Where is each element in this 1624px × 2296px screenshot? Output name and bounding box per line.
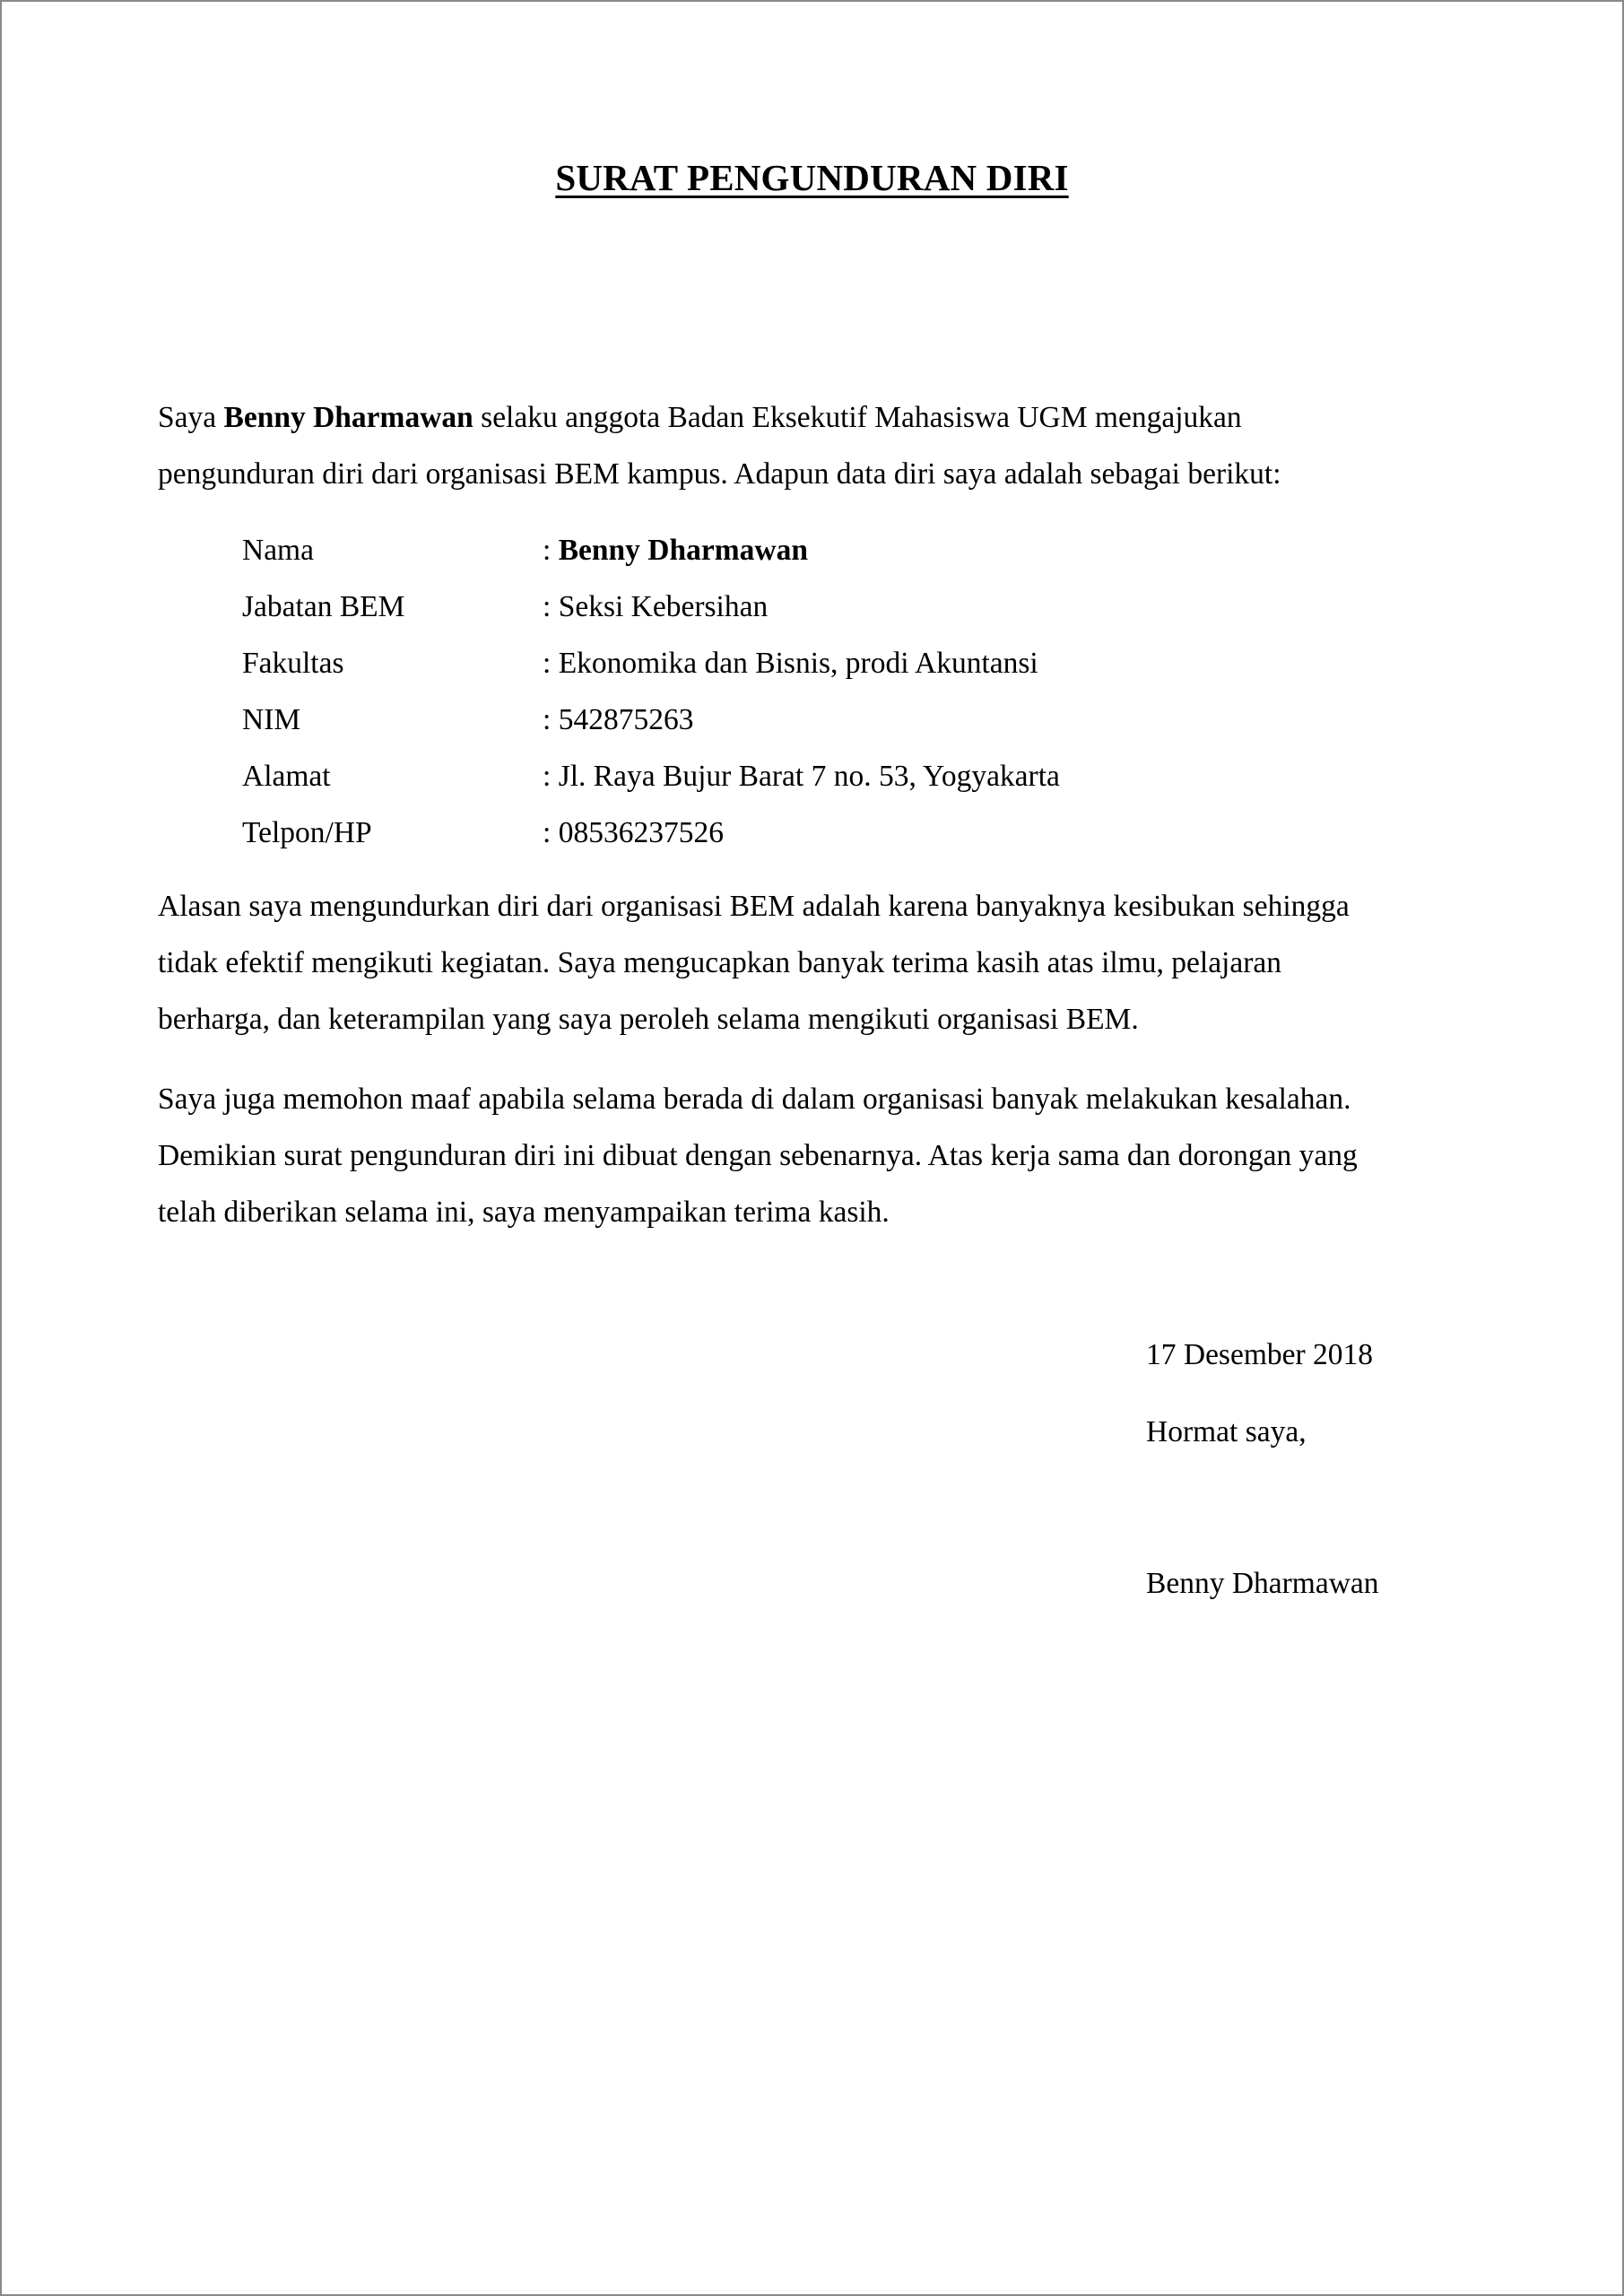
detail-value (543, 522, 808, 578)
detail-row-telpon (242, 804, 1060, 861)
detail-separator: : (543, 534, 559, 567)
closing-line: Demikian surat pengunduran diri ini dibuat dengan sebenarnya. Atas kerja sama dan dorongan yang (158, 1139, 1358, 1172)
detail-label: Alamat (242, 760, 331, 793)
detail-value (543, 804, 724, 861)
intro-paragraph (158, 389, 1503, 502)
detail-label: Telpon/HP (242, 816, 372, 849)
detail-label: Fakultas (242, 647, 344, 680)
personal-details (242, 522, 1060, 861)
reason-line: Alasan saya mengundurkan diri dari organisasi BEM adalah karena banyaknya kesibukan sehingga (158, 890, 1350, 923)
letter-title: SURAT PENGUNDURAN DIRI (555, 157, 1069, 198)
intro-prefix: Saya (158, 401, 224, 434)
signature-closing: Hormat saya, (1146, 1415, 1307, 1448)
detail-value (543, 691, 693, 748)
detail-label: NIM (242, 703, 301, 736)
reason-line: tidak efektif mengikuti kegiatan. Saya mengucapkan banyak terima kasih atas ilmu, pelajaran (158, 946, 1282, 979)
intro-line-2: pengunduran diri dari organisasi BEM kampus. Adapun data diri saya adalah sebagai berikut: (158, 457, 1281, 491)
detail-value (543, 578, 768, 635)
detail-separator: : (543, 760, 559, 793)
detail-separator: : (543, 703, 559, 736)
detail-row-alamat (242, 748, 1060, 804)
intro-line-1-rest: selaku anggota Badan Eksekutif Mahasiswa UGM mengajukan (473, 401, 1242, 434)
detail-value (543, 748, 1060, 804)
detail-row-fakultas (242, 635, 1060, 691)
reason-line: berharga, dan keterampilan yang saya peroleh selama mengikuti organisasi BEM. (158, 1003, 1139, 1036)
detail-value-text: Seksi Kebersihan (558, 590, 769, 623)
detail-value-text: 08536237526 (558, 816, 724, 849)
detail-label: Nama (242, 534, 314, 567)
detail-value-text: Benny Dharmawan (558, 534, 808, 567)
closing-line: Saya juga memohon maaf apabila selama berada di dalam organisasi banyak melakukan kesalahan. (158, 1083, 1351, 1116)
detail-row-nim (242, 691, 1060, 748)
detail-label: Jabatan BEM (242, 590, 405, 623)
detail-separator: : (543, 816, 559, 849)
detail-separator: : (543, 590, 559, 623)
signature-name: Benny Dharmawan (1146, 1567, 1379, 1600)
closing-paragraph (158, 1071, 1503, 1240)
detail-value (543, 635, 1038, 691)
detail-separator: : (543, 647, 559, 680)
detail-row-nama (242, 522, 1060, 578)
detail-value-text: 542875263 (558, 703, 694, 736)
detail-value-text: Ekonomika dan Bisnis, prodi Akuntansi (558, 647, 1038, 680)
intro-line-1 (158, 389, 1503, 446)
reason-paragraph (158, 878, 1503, 1048)
detail-row-jabatan (242, 578, 1060, 635)
intro-name: Benny Dharmawan (223, 401, 473, 434)
detail-value-text: Jl. Raya Bujur Barat 7 no. 53, Yogyakarta (558, 760, 1060, 793)
closing-line: telah diberikan selama ini, saya menyampaikan terima kasih. (158, 1196, 890, 1229)
signature-date: 17 Desember 2018 (1146, 1338, 1374, 1371)
